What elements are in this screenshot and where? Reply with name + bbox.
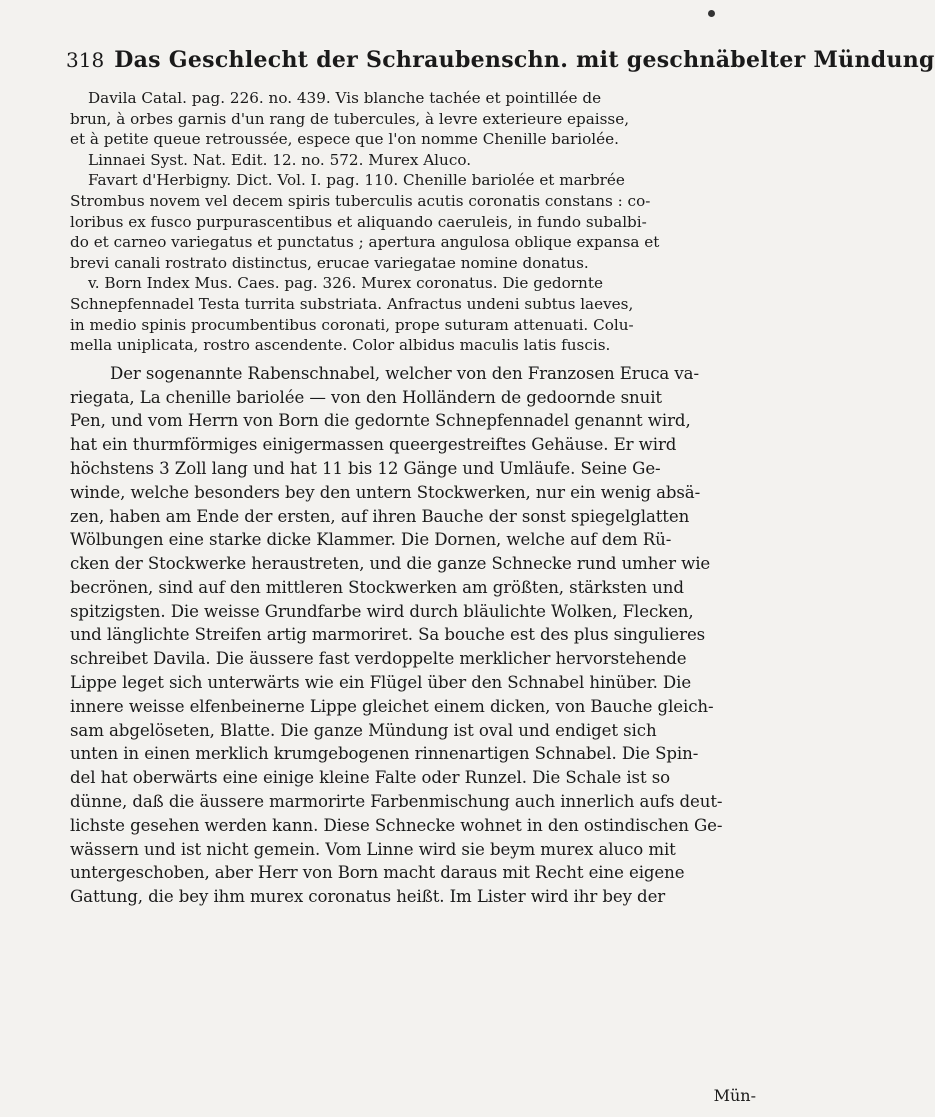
running-title: Das Geschlecht der Schraubenschn. mit geschnäbelter Mündung bbox=[114, 47, 935, 73]
text-line: loribus ex fusco purpurascentibus et aliquando caeruleis, in fundo subalbi- bbox=[70, 212, 647, 231]
text-line: lichste gesehen werden kann. Diese Schnecke wohnet in den ostindischen Ge- bbox=[70, 815, 723, 835]
text-line: dünne, daß die äussere marmorirte Farbenmischung auch innerlich aufs deut- bbox=[70, 792, 723, 812]
text-line: Linnaei Syst. Nat. Edit. 12. no. 572. Murex Aluco. bbox=[88, 150, 472, 169]
text-line: Pen, und vom Herrn von Born die gedornte Schnepfennadel genannt wird, bbox=[70, 411, 691, 431]
text-line: Lippe leget sich unterwärts wie ein Flügel über den Schnabel hinüber. Die bbox=[70, 673, 692, 693]
text-line: in medio spinis procumbentibus coronati, prope suturam attenuati. Colu- bbox=[70, 315, 634, 334]
text-line: brun, à orbes garnis d'un rang de tubercules, à levre exterieure epaisse, bbox=[70, 109, 630, 128]
text-line: innere weisse elfenbeinerne Lippe gleichet einem dicken, von Bauche gleich- bbox=[70, 696, 714, 716]
page-header bbox=[66, 46, 935, 74]
text-line: et à petite queue retroussée, espece que l'on nomme Chenille bariolée. bbox=[70, 130, 619, 149]
text-line: wässern und ist nicht gemein. Vom Linne wird sie beym murex aluco mit bbox=[70, 839, 676, 859]
text-line: mella uniplicata, rostro ascendente. Color albidus maculis latis fuscis. bbox=[70, 336, 611, 355]
text-line: del hat oberwärts eine einige kleine Falte oder Runzel. Die Schale ist so bbox=[70, 768, 671, 788]
text-line: höchstens 3 Zoll lang und hat 11 bis 12 Gänge und Umläufe. Seine Ge- bbox=[70, 458, 661, 478]
text-line: becrönen, sind auf den mittleren Stockwerken am größten, stärksten und bbox=[70, 577, 684, 597]
text-line: Schnepfennadel Testa turrita substriata. Anfractus undeni subtus laeves, bbox=[70, 294, 634, 313]
text-line: winde, welche besonders bey den untern Stockwerken, nur ein wenig absä- bbox=[70, 482, 701, 502]
text-line: do et carneo variegatus et punctatus ; apertura angulosa oblique expansa et bbox=[70, 233, 660, 252]
text-line: sam abgelöseten, Blatte. Die ganze Mündung ist oval und endiget sich bbox=[70, 720, 657, 740]
text-line: Davila Catal. pag. 226. no. 439. Vis blanche tachée et pointillée de bbox=[88, 89, 602, 107]
text-line: Strombus novem vel decem spiris tuberculis acutis coronatis constans : co- bbox=[70, 191, 651, 210]
catchword: Mün- bbox=[713, 1086, 756, 1105]
text-line: untergeschoben, aber Herr von Born macht daraus mit Recht eine eigene bbox=[70, 863, 685, 883]
text-line: hat ein thurmförmiges einigermassen queergestreiftes Gehäuse. Er wird bbox=[70, 435, 677, 455]
text-line: Der sogenannte Rabenschnabel, welcher von den Franzosen Eruca va- bbox=[110, 363, 699, 383]
text-line: und länglichte Streifen artig marmoriret. Sa bouche est des plus singulieres bbox=[70, 625, 706, 645]
text-line: cken der Stockwerke heraustreten, und die ganze Schnecke rund umher wie bbox=[70, 554, 711, 574]
latin-references bbox=[70, 88, 770, 356]
text-line: zen, haben am Ende der ersten, auf ihren Bauche der sonst spiegelglatten bbox=[70, 506, 690, 526]
text-line: Wölbungen eine starke dicke Klammer. Die Dornen, welche auf dem Rü- bbox=[70, 530, 672, 550]
german-description bbox=[70, 362, 770, 909]
text-line: schreibet Davila. Die äussere fast verdoppelte merklicher hervorstehende bbox=[70, 649, 687, 669]
page-number: 318 bbox=[66, 48, 105, 72]
text-line: brevi canali rostrato distinctus, erucae variegatae nomine donatus. bbox=[70, 253, 589, 272]
text-line: Gattung, die bey ihm murex coronatus heißt. Im Lister wird ihr bey der bbox=[70, 887, 666, 907]
text-line: riegata, La chenille bariolée — von den Holländern de gedoornde snuit bbox=[70, 387, 662, 407]
text-line: spitzigsten. Die weisse Grundfarbe wird durch bläulichte Wolken, Flecken, bbox=[70, 601, 694, 621]
ink-speck bbox=[708, 10, 715, 17]
text-line: Favart d'Herbigny. Dict. Vol. I. pag. 110. Chenille bariolée et marbrée bbox=[88, 171, 625, 190]
text-line: v. Born Index Mus. Caes. pag. 326. Murex coronatus. Die gedornte bbox=[88, 274, 603, 293]
text-line: unten in einen merklich krumgebogenen rinnenartigen Schnabel. Die Spin- bbox=[70, 744, 699, 764]
